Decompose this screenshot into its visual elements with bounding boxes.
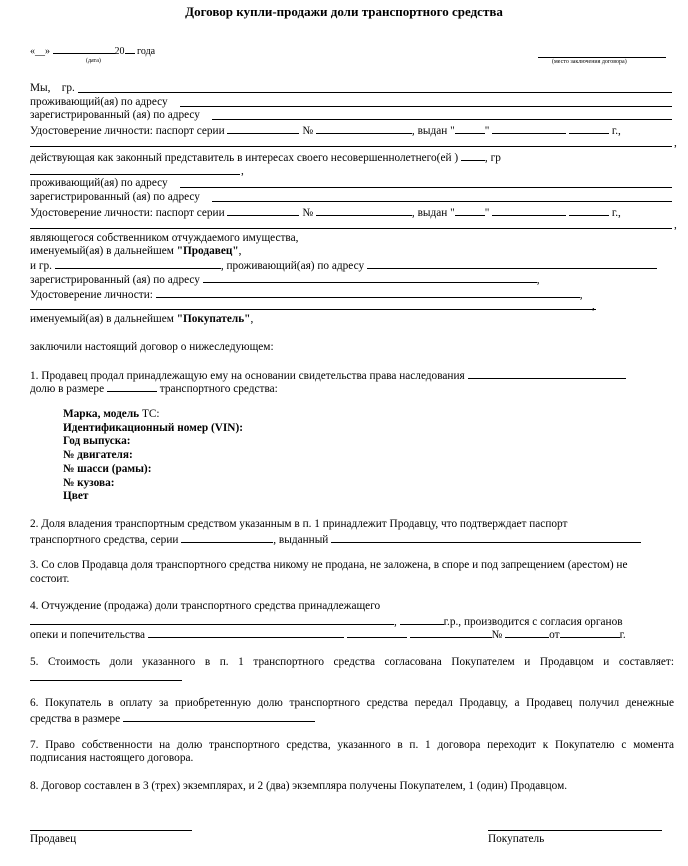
buyer-definition xyxy=(30,313,253,327)
clause2-issued-label: , выданный xyxy=(273,534,329,546)
clause4-guardian-label: опеки и попечительства xyxy=(30,629,146,641)
seller-prefix: именуемый(ая) в дальнейшем xyxy=(30,245,174,257)
quote-close: " xyxy=(484,207,490,219)
vehicle-vin: Идентификационный номер (VIN): xyxy=(63,422,243,434)
party1-citizen-line xyxy=(30,82,75,96)
buyer-name-field[interactable] xyxy=(55,258,221,269)
clause4-decision-field[interactable] xyxy=(347,627,407,638)
buyer-id-comma: , xyxy=(592,300,595,312)
passport-series-label: Удостоверение личности: паспорт серии xyxy=(30,125,225,137)
buyer-registered-field[interactable] xyxy=(203,272,537,283)
date-month-field[interactable] xyxy=(53,45,115,54)
number-label: № xyxy=(491,629,503,641)
child-series-field[interactable] xyxy=(227,205,299,216)
clause2-series-label: транспортного средства, серии xyxy=(30,534,179,546)
acting-gr-label: , гр xyxy=(484,152,501,164)
child-residing-field[interactable] xyxy=(180,187,672,188)
seller-definition xyxy=(30,245,241,259)
from-label: от xyxy=(549,629,560,641)
clause2-series-field[interactable] xyxy=(181,532,273,543)
party1-registered-field[interactable] xyxy=(212,119,672,120)
comma: , xyxy=(579,289,583,301)
buyer-signature-label: Покупатель xyxy=(488,833,545,845)
clause3-line2: состоит. xyxy=(30,573,70,585)
clause4-guardian-field[interactable] xyxy=(148,627,344,638)
vehicle-make xyxy=(63,408,160,422)
passport-series-label: Удостоверение личности: паспорт серии xyxy=(30,207,225,219)
and-citizen-label: и гр. xyxy=(30,260,52,272)
clause4-date-field[interactable] xyxy=(560,627,620,638)
g-label: г. xyxy=(619,629,626,641)
year-g-label: г., xyxy=(611,125,621,137)
date-hint: (дата) xyxy=(86,58,101,64)
clause8-line1: 8. Договор составлен в 3 (трех) экземплярах, и 2 (два) экземпляра получены Покупателем, 1 (один) Продавцом. xyxy=(30,780,568,792)
party1-issuer-field[interactable] xyxy=(30,146,672,147)
clause2-issued-field[interactable] xyxy=(331,532,641,543)
vehicle-chassis: № шасси (рамы): xyxy=(63,463,152,475)
party1-issued-day-field[interactable] xyxy=(455,123,485,134)
clause7-line2: подписания настоящего договора. xyxy=(30,752,194,764)
buyer-signature-field[interactable] xyxy=(488,830,662,831)
buyer-residing-label: , проживающий(ая) по адресу xyxy=(220,260,365,272)
clause4-number-field[interactable] xyxy=(505,627,549,638)
clause4-decision-field-2[interactable] xyxy=(410,627,492,638)
owner-line: являющегося собственником отчуждаемого имущества, xyxy=(30,232,299,244)
date-year-suffix: года xyxy=(137,46,156,57)
date-day: «__» xyxy=(30,46,50,57)
child-residing-label: проживающий(ая) по адресу xyxy=(30,177,168,189)
comma: , xyxy=(394,616,397,628)
buyer-id-label: Удостоверение личности: xyxy=(30,289,153,301)
child-registered-label: зарегистрированный (ая) по адресу xyxy=(30,191,200,203)
buyer-id-field-2[interactable] xyxy=(30,309,596,310)
child-issued-month-field[interactable] xyxy=(492,205,566,216)
clause5-line1: 5. Стоимость доли указанного в п. 1 транспортного средства согласована Покупателем и Продавцом и составляет: xyxy=(30,656,674,668)
place-field[interactable] xyxy=(538,57,666,58)
child-issued-day-field[interactable] xyxy=(455,205,485,216)
seller-signature-field[interactable] xyxy=(30,830,192,831)
make-suffix: ТС: xyxy=(139,408,160,420)
clause1-text: 1. Продавец продал принадлежащую ему на основании свидетельства права наследования xyxy=(30,370,465,382)
clause2-line1: 2. Доля владения транспортным средством указанным в п. 1 принадлежит Продавцу, что подтверждает паспорт xyxy=(30,518,568,530)
clause7-line1: 7. Право собственности на долю транспортного средства, указанного в п. 1 договора переходит к Покупателю с момента xyxy=(30,739,674,751)
seller-signature-label: Продавец xyxy=(30,833,77,845)
document-title: Договор купли-продажи доли транспортного средства xyxy=(185,4,503,19)
child-name-comma: , xyxy=(241,165,244,177)
vehicle-year: Год выпуска: xyxy=(63,435,131,447)
party1-issuer-comma: , xyxy=(674,137,677,149)
date-year-prefix: 20 xyxy=(114,46,125,57)
clause3-line1: 3. Со слов Продавца доля транспортного средства никому не продана, не заложена, в споре и под запрещением (арестом) не xyxy=(30,559,628,571)
child-issuer-comma: , xyxy=(674,219,677,231)
comma: , xyxy=(536,274,540,286)
party1-number-field[interactable] xyxy=(316,123,412,134)
clause6-line2 xyxy=(30,711,315,727)
party1-passport-line xyxy=(30,123,621,139)
child-registered-field[interactable] xyxy=(212,201,672,202)
clause4-line1: 4. Отчуждение (продажа) доли транспортного средства принадлежащего xyxy=(30,600,381,612)
party1-name-field[interactable] xyxy=(78,92,672,93)
buyer-registered-line xyxy=(30,272,540,288)
date-year-field[interactable] xyxy=(125,45,135,54)
clause6-amount-field[interactable] xyxy=(123,711,315,722)
buyer-name: "Покупатель" xyxy=(176,313,251,325)
clause1-vehicle-label: транспортного средства: xyxy=(159,383,278,395)
child-name-field[interactable] xyxy=(30,174,240,175)
seller-suffix: , xyxy=(238,245,242,257)
make-label: Марка, модель xyxy=(63,408,140,420)
clause4-birthyear-field[interactable] xyxy=(400,614,444,625)
buyer-id-field[interactable] xyxy=(156,287,580,298)
buyer-suffix: , xyxy=(250,313,254,325)
acting-label: действующая как законный представитель в интересах своего несовершеннолетнего(ей ) xyxy=(30,152,459,164)
party1-issued-month-field[interactable] xyxy=(492,123,566,134)
child-issuer-field[interactable] xyxy=(30,228,672,229)
clause1-certificate-field[interactable] xyxy=(468,368,626,379)
party1-residing-field[interactable] xyxy=(180,106,672,107)
buyer-residing-field[interactable] xyxy=(367,258,657,269)
child-passport-line xyxy=(30,205,621,221)
clause5-amount-field[interactable] xyxy=(30,680,182,681)
number-label: № xyxy=(302,207,314,219)
quote-open: " xyxy=(450,207,455,219)
vehicle-body: № кузова: xyxy=(63,477,115,489)
clause4-owner-field[interactable] xyxy=(30,614,394,625)
party1-residing-label: проживающий(ая) по адресу xyxy=(30,96,168,108)
vehicle-engine: № двигателя: xyxy=(63,449,133,461)
place-hint: (место заключения договора) xyxy=(552,59,627,65)
acting-field[interactable] xyxy=(461,150,485,161)
clause6-amount-label: средства в размере xyxy=(30,713,121,725)
citizen-label: гр. xyxy=(61,82,75,94)
clause4-line3 xyxy=(30,627,626,643)
party1-issued-year-field[interactable] xyxy=(569,123,609,134)
quote-close: " xyxy=(484,125,490,137)
party1-series-field[interactable] xyxy=(227,123,299,134)
clause2-line2 xyxy=(30,532,641,548)
buyer-id-line xyxy=(30,287,583,303)
clause1-share-label: долю в размере xyxy=(30,383,105,395)
buyer-prefix: именуемый(ая) в дальнейшем xyxy=(30,313,174,325)
seller-name: "Продавец" xyxy=(176,245,239,257)
clause1-line2 xyxy=(30,381,278,397)
clause6-line1: 6. Покупатель в оплату за приобретенную долю транспортного средства передал Продавцу, а Продавец получил денежные xyxy=(30,697,674,709)
acting-line xyxy=(30,150,501,166)
child-number-field[interactable] xyxy=(316,205,412,216)
date-line xyxy=(30,45,155,58)
child-issued-year-field[interactable] xyxy=(569,205,609,216)
issued-label: , выдан xyxy=(411,207,448,219)
issued-label: , выдан xyxy=(411,125,448,137)
intro-line: заключили настоящий договор о нижеследующем: xyxy=(30,341,274,353)
clause4-consent-label: г.р., производится с согласия органов xyxy=(443,616,623,628)
vehicle-color: Цвет xyxy=(63,490,89,502)
buyer-registered-label: зарегистрированный (ая) по адресу xyxy=(30,274,200,286)
we-label: Мы, xyxy=(30,82,51,94)
quote-open: " xyxy=(450,125,455,137)
number-label: № xyxy=(302,125,314,137)
party1-registered-label: зарегистрированный (ая) по адресу xyxy=(30,109,200,121)
clause1-share-field[interactable] xyxy=(107,381,157,392)
year-g-label: г., xyxy=(611,207,621,219)
